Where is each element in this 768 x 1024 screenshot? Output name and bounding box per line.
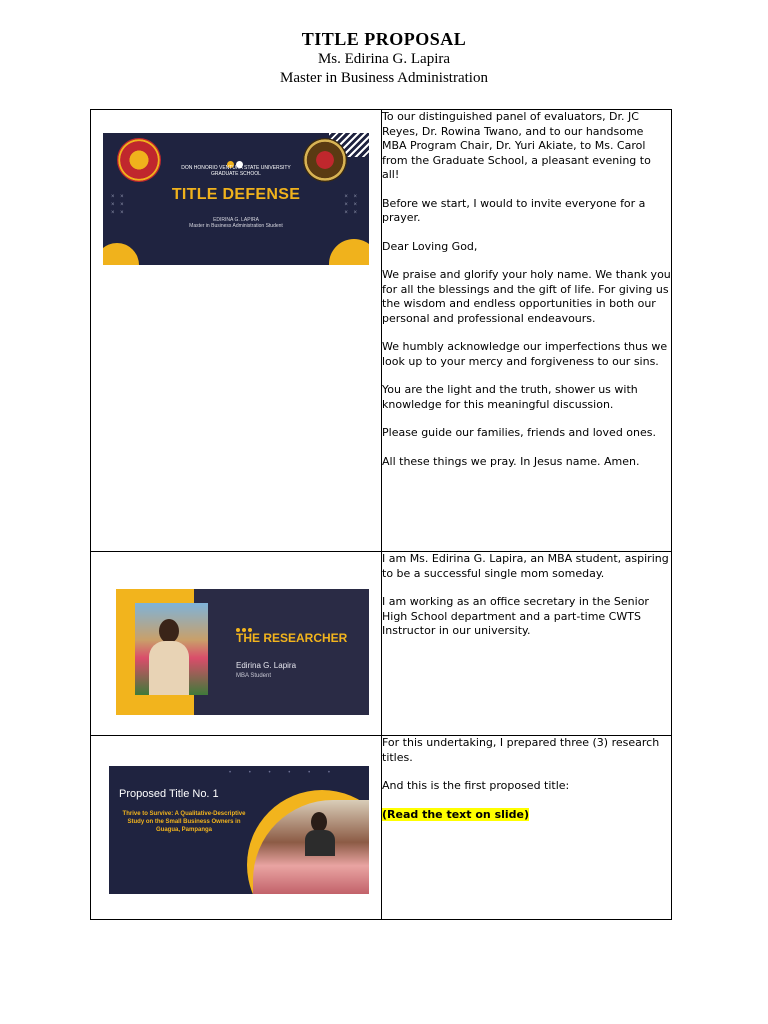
speech-cell <box>382 110 672 552</box>
paragraph: Dear Loving God, <box>382 239 478 253</box>
person-body <box>305 830 335 856</box>
cross-pattern-left: × × × × × × <box>111 194 126 216</box>
paragraph: I am working as an office secretary in the Senior High School department and a part-time CWTS Instructor in our university. <box>382 595 649 637</box>
presenter-line: EDIRINA G. LAPIRA <box>213 217 259 223</box>
proposal-table <box>90 109 672 920</box>
document-title: TITLE PROPOSAL <box>301 29 467 49</box>
speech-cell <box>382 552 672 736</box>
table-row <box>91 552 672 736</box>
circle-decoration-right <box>329 239 369 265</box>
circle-decoration-left <box>103 243 139 265</box>
person-head <box>311 812 327 832</box>
slide-title: Proposed Title No. 1 <box>119 788 219 800</box>
proposed-title-slide <box>109 766 369 894</box>
slide-cell <box>91 736 382 920</box>
paragraph <box>382 808 671 823</box>
slide-cell <box>91 552 382 736</box>
university-line: DON HONORIO VENTURA STATE UNIVERSITY <box>181 165 291 171</box>
paragraph: Before we start, I would to invite everyone for a prayer. <box>382 196 646 224</box>
table-row <box>91 110 672 552</box>
slide-title: THE RESEARCHER <box>236 631 348 645</box>
document-header <box>0 28 768 88</box>
table-row <box>91 736 672 920</box>
paragraph: All these things we pray. In Jesus name. Amen. <box>382 454 640 468</box>
slide-description: Thrive to Survive: A Qualitative-Descriptive Study on the Small Business Owners in Guagua, Pampanga <box>122 811 246 833</box>
researcher-slide <box>116 589 369 715</box>
paragraph: I am Ms. Edirina G. Lapira, an MBA student, aspiring to be a successful single mom someday. <box>382 552 669 580</box>
graduate-school-seal-icon <box>303 138 347 182</box>
highlighted-instruction: (Read the text on slide) <box>382 807 530 821</box>
paragraph: We praise and glorify your holy name. We thank you for all the blessings and the gift of life. For giving us the wisdom and endless opportunities in both our personal and professional endeavours. <box>382 268 671 325</box>
title-defense-slide <box>103 133 369 265</box>
slide-title: TITLE DEFENSE <box>171 186 301 203</box>
author-name: Ms. Edirina G. Lapira <box>317 51 451 67</box>
paragraph: You are the light and the truth, shower us with knowledge for this meaningful discussion. <box>382 383 638 411</box>
university-seal-icon <box>117 138 161 182</box>
researcher-role: MBA Student <box>236 673 272 679</box>
researcher-photo <box>135 603 208 695</box>
researcher-name: Edirina G. Lapira <box>236 661 297 670</box>
paragraph: To our distinguished panel of evaluators, Dr. JC Reyes, Dr. Rowina Twano, and to our handsome MBA Program Chair, Dr. Yuri Akiate, to Ms. Carol from the Graduate School, a pleasant evening to all! <box>382 110 651 181</box>
school-line: GRADUATE SCHOOL <box>211 171 261 177</box>
paragraph: For this undertaking, I prepared three (3) research titles. <box>382 736 660 764</box>
speech-cell <box>382 736 672 920</box>
paragraph: And this is the first proposed title: <box>382 779 570 792</box>
role-line: Master in Business Administration Student <box>189 223 283 229</box>
paragraph: We humbly acknowledge our imperfections thus we look up to your mercy and forgiveness to our sins. <box>382 340 668 368</box>
program-name: Master in Business Administration <box>280 70 488 86</box>
slide-cell <box>91 110 382 552</box>
paragraph: Please guide our families, friends and loved ones. <box>382 426 656 439</box>
person-body <box>149 641 189 695</box>
university-name <box>163 165 309 177</box>
cross-pattern-right: × × × × × × <box>344 194 359 216</box>
stars-decoration: • • • • • • <box>229 770 338 776</box>
person-head <box>159 619 179 643</box>
slide-presenter <box>103 217 369 229</box>
dots-decoration <box>227 155 245 163</box>
